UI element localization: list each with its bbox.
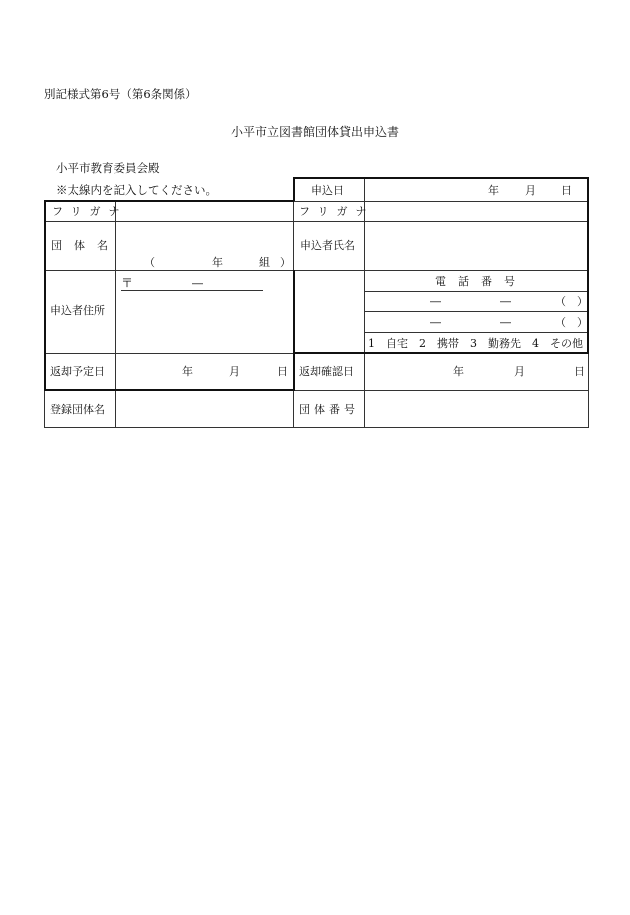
address-field[interactable] — [116, 293, 292, 351]
phone-1-field[interactable] — [366, 292, 587, 310]
phone-type-legend: 1 自宅 2 携帯 3 勤務先 4 その他 — [368, 337, 583, 350]
return-scheduled-year-unit: 年 — [182, 365, 193, 378]
addressee: 小平市教育委員会殿 — [56, 161, 160, 175]
return-scheduled-label: 返却予定日 — [50, 365, 105, 378]
phone-1-type-paren: （ ） — [555, 295, 588, 308]
return-scheduled-day-unit: 日 — [277, 365, 288, 378]
phone-2-dash-a: ― — [430, 316, 441, 329]
phone-1-dash-b: ― — [500, 295, 511, 308]
applicant-name-label: 申込者氏名 — [300, 239, 355, 252]
class-unit: 組 — [259, 256, 270, 269]
return-confirm-year-unit: 年 — [453, 365, 464, 378]
group-number-label: 団体番号 — [299, 403, 359, 416]
phone-2-field[interactable] — [366, 313, 587, 331]
application-year-unit: 年 — [488, 184, 499, 197]
registered-group-name-label: 登録団体名 — [50, 403, 105, 416]
phone-header: 電話番号 — [435, 275, 527, 288]
form-number: 別記様式第6号（第6条関係） — [44, 87, 197, 101]
application-day-unit: 日 — [561, 184, 572, 197]
phone-2-dash-b: ― — [500, 316, 511, 329]
postal-code-underline — [121, 290, 263, 291]
application-month-unit: 月 — [525, 184, 536, 197]
phone-2-type-paren: （ ） — [555, 316, 588, 329]
return-scheduled-date-field[interactable] — [116, 355, 292, 388]
document-title: 小平市立図書館団体貸出申込書 — [230, 125, 399, 139]
applicant-furigana-label: フリガナ — [299, 205, 375, 218]
application-date-label: 申込日 — [311, 184, 344, 197]
return-scheduled-month-unit: 月 — [229, 365, 240, 378]
postal-code-dash: ― — [192, 277, 203, 290]
group-furigana-field[interactable] — [116, 202, 292, 220]
return-confirm-label: 返却確認日 — [299, 365, 354, 378]
group-name-label: 団体名 — [51, 239, 120, 252]
group-furigana-label: フリガナ — [52, 205, 128, 218]
grade-unit: 年 — [212, 256, 223, 269]
group-name-field[interactable] — [116, 223, 292, 253]
postal-mark: 〒 — [121, 276, 134, 290]
applicant-furigana-field[interactable] — [366, 202, 587, 220]
grade-class-close-paren: ） — [280, 256, 291, 269]
return-confirm-month-unit: 月 — [514, 365, 525, 378]
grade-class-open-paren: （ — [144, 256, 155, 269]
applicant-name-field[interactable] — [366, 223, 587, 268]
phone-1-dash-a: ― — [430, 295, 441, 308]
address-label: 申込者住所 — [50, 304, 105, 317]
return-confirm-day-unit: 日 — [574, 365, 585, 378]
instruction-note: ※太線内を記入してください。 — [56, 183, 217, 197]
